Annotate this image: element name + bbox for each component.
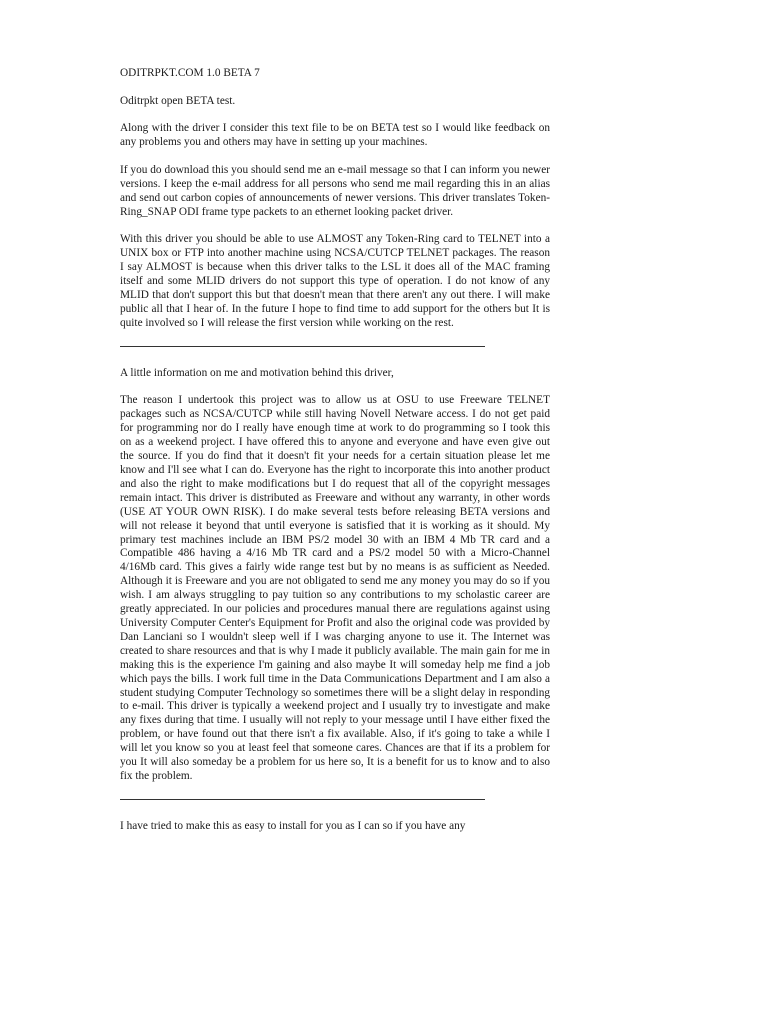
paragraph-almost-any-card: With this driver you should be able to use ALMOST any Token-Ring card to TELNET into a UNIX box or FTP into another machine using NCSA/CUTCP TELNET packages. The reason I say ALMOST is because when this driver talks to the LSL it does all of the MAC framing itself and some MLID drivers do not support this type of operation. I do not know of any MLID that don't support this but that doesn't mean that there aren't any out there. I will make public all that I hear of. In the future I hope to find time to add support for the others but It is quite involved so I will release the first version while working on the rest. — [120, 233, 550, 329]
horizontal-divider — [120, 799, 485, 800]
paragraph-download-notice: If you do download this you should send me an e-mail message so that I can inform you newer versions. I keep the e-mail address for all persons who send me mail regarding this in an alias and send out carbon copies of announcements of newer versions. This driver translates Token-Ring_SNAP ODI frame type packets to an ethernet looking packet driver. — [120, 164, 550, 218]
document-body — [120, 67, 550, 848]
paragraph-motivation: The reason I undertook this project was to allow us at OSU to use Freeware TELNET packages such as NCSA/CUTCP while still having Novell Netware access. I do not get paid for programming nor do I really have enough time at work to do programming so I took this on as a weekend project. I have offered this to anyone and everyone and have even give out the source. If you do find that it doesn't fit your needs for a certain situation please let me know and I'll see what I can do. Everyone has the right to incorporate this into another product and also the right to make modifications but I do request that all of the copyright messages remain intact. This driver is distributed as Freeware and without any warranty, in other words (USE AT YOUR OWN RISK). I do make several tests before releasing BETA versions and will not release it beyond that until everyone is satisfied that it is working as it should. My primary test machines include an IBM PS/2 model 30 with an IBM 4 Mb TR card and a Compatible 486 having a 4/16 Mb TR card and a PS/2 model 50 with a Micro-Channel 4/16Mb card. This gives a fairly wide range test but by no means is as sufficient as Needed. Although it is Freeware and you are not obligated to send me any money you may do so if you wish. I am always struggling to pay tuition so any contributions to my scholastic career are greatly appreciated. In our policies and procedures manual there are regulations against using University Computer Center's Equipment for Profit and also the original code was provided by Dan Lanciani so I wouldn't sleep well if I was charging anyone to use it. The Internet was created to share resources and that is why I made it publicly available. The main gain for me in making this is the experience I'm gaining and also maybe It will someday help me find a job which pays the bills. I work full time in the Data Communications Department and I am also a student studying Computer Technology so sometimes there will be a slight delay in responding to e-mail. This driver is typically a weekend project and I usually try to investigate and make any fixes during that time. I usually will not reply to your message until I have either fixed the problem, or have found out that there isn't a fix available. Also, if it's going to take a while I will let you know so you at least feel that someone cares. Chances are that if its a problem for you It will also someday be a problem for us here so, It is a benefit for us to know and to also fix the problem. — [120, 394, 550, 782]
paragraph-beta-feedback: Along with the driver I consider this text file to be on BETA test so I would like feedback on any problems you and others may have in setting up your machines. — [120, 122, 550, 149]
section-intro-heading: A little information on me and motivation behind this driver, — [120, 366, 394, 379]
paragraph-install-fragment: I have tried to make this as easy to install for you as I can so if you have any — [120, 819, 466, 832]
horizontal-divider — [120, 346, 485, 347]
document-title: ODITRPKT.COM 1.0 BETA 7 — [120, 67, 260, 79]
document-subtitle: Oditrpkt open BETA test. — [120, 94, 236, 107]
